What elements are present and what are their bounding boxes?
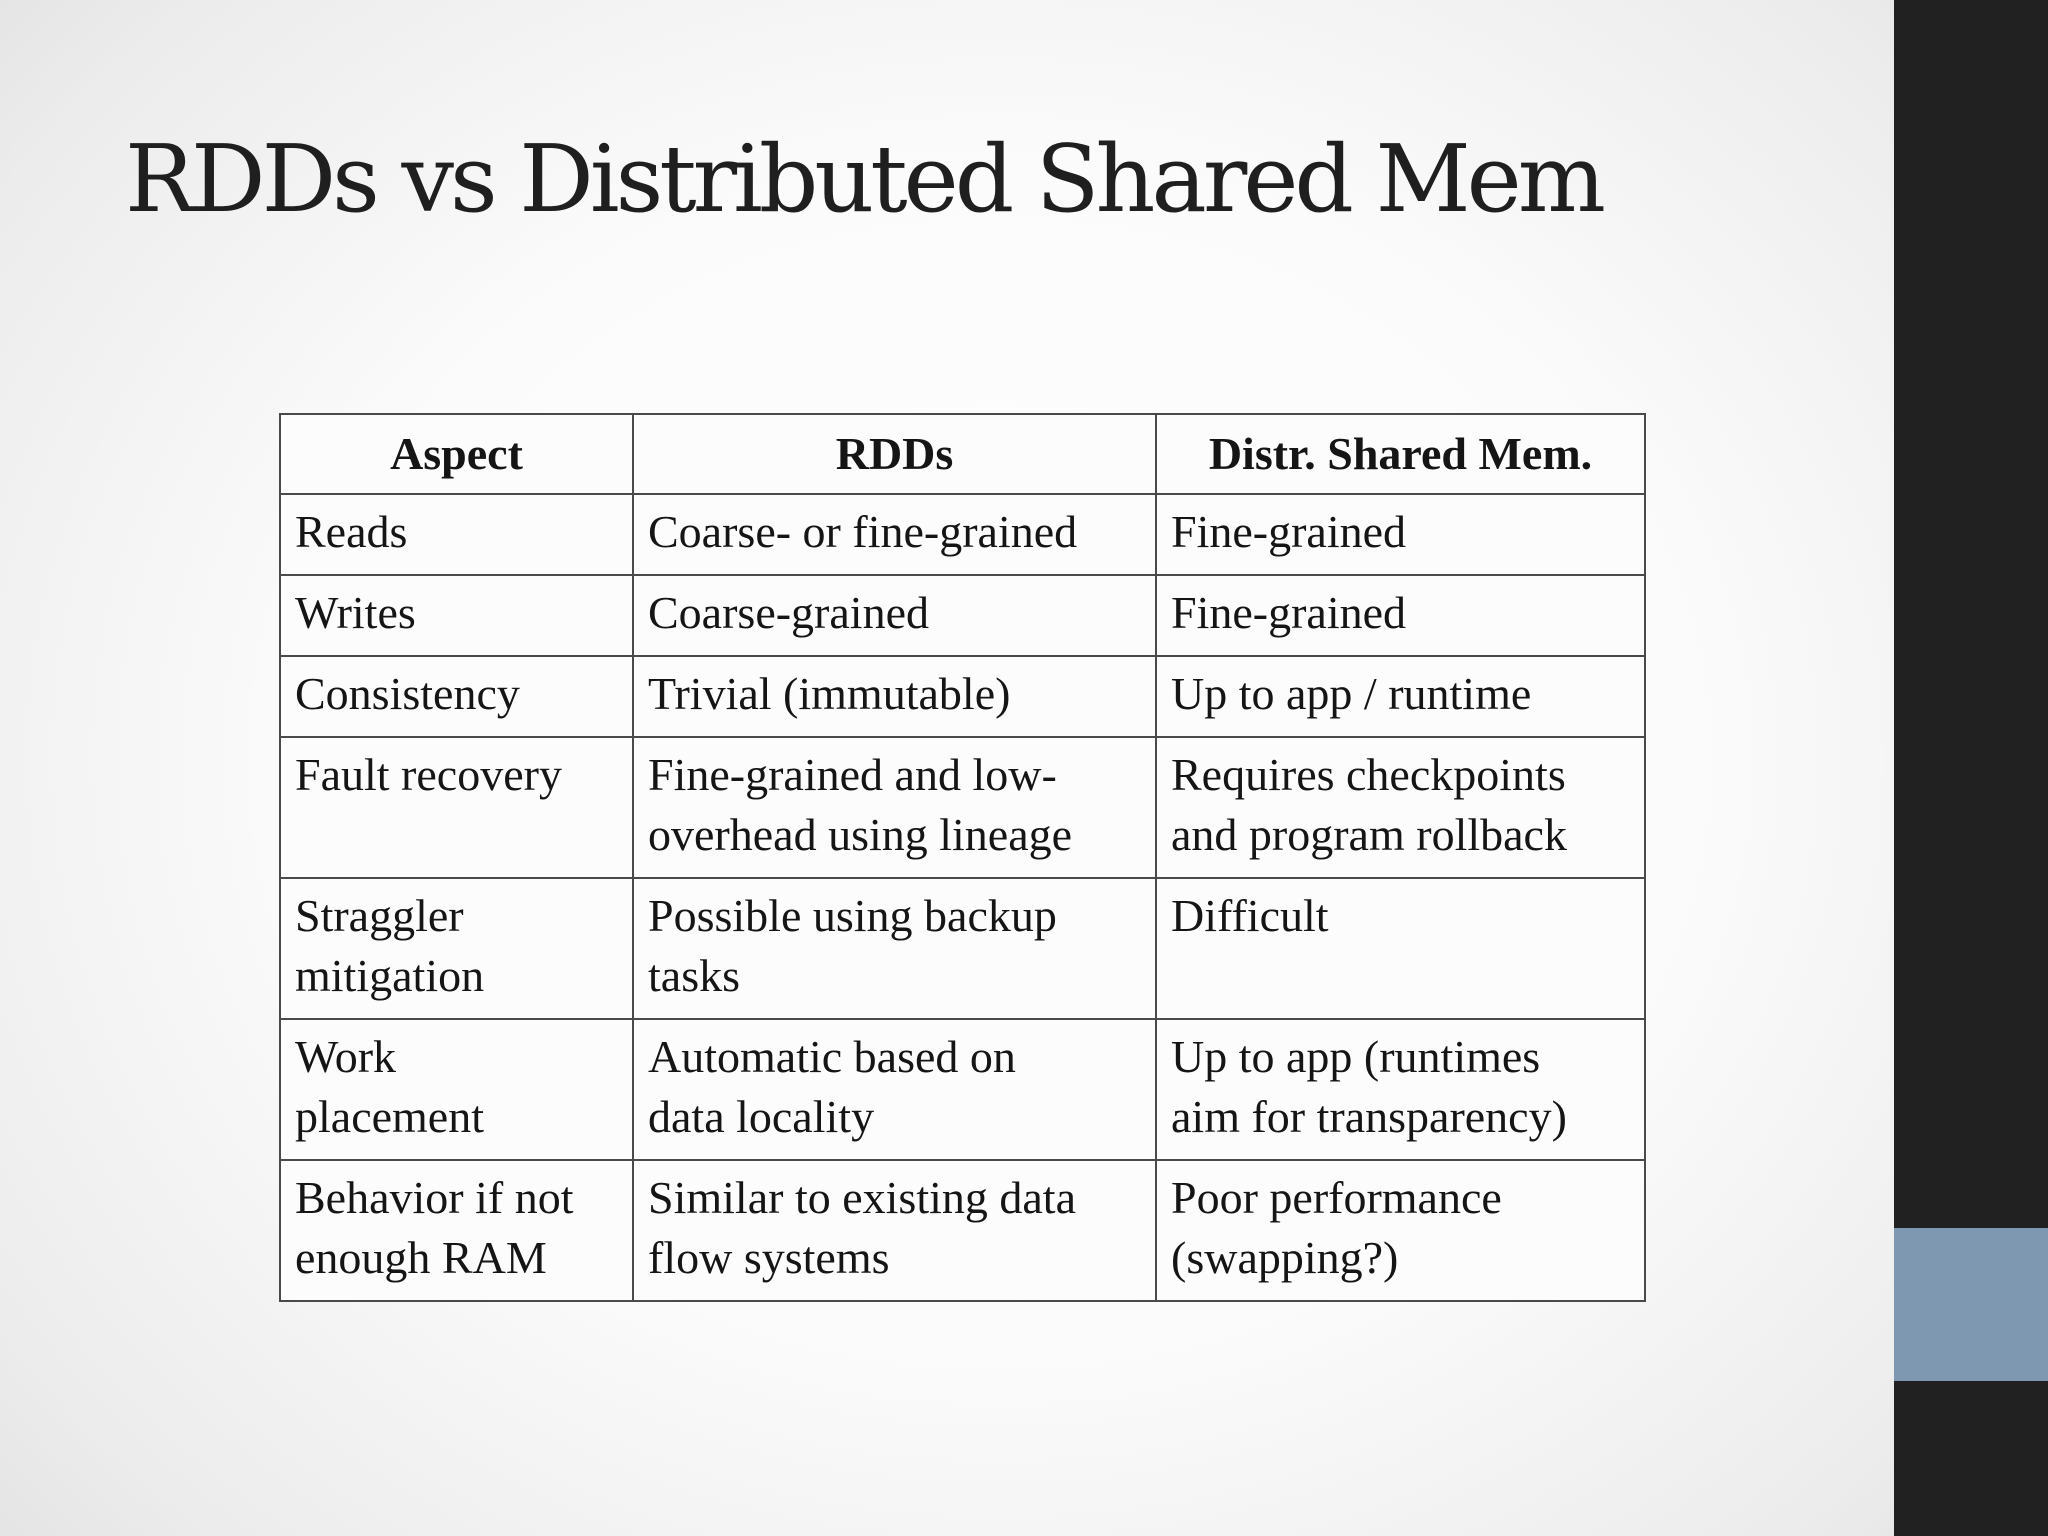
cell-text: (swapping?) (1171, 1232, 1399, 1283)
cell-text: Fine-grained and low- (648, 749, 1057, 800)
side-accent-block (1894, 1228, 2048, 1381)
cell-text: Trivial (immutable) (648, 668, 1011, 719)
slide-title: RDDs vs Distributed Shared Mem (125, 125, 1602, 233)
header-aspect: Aspect (280, 414, 633, 494)
cell-text: Straggler (295, 890, 464, 941)
cell-text: Consistency (295, 668, 520, 719)
cell-aspect (280, 737, 633, 878)
cell-rdds (633, 1160, 1156, 1301)
cell-aspect (280, 656, 633, 737)
cell-text: enough RAM (295, 1232, 547, 1283)
cell-text: Fault recovery (295, 749, 562, 800)
cell-text: Writes (295, 587, 416, 638)
cell-text: Difficult (1171, 890, 1329, 941)
cell-text: Fine-grained (1171, 587, 1407, 638)
cell-dsm (1156, 878, 1645, 1019)
cell-text: flow systems (648, 1232, 890, 1283)
table-row (280, 494, 1645, 575)
cell-text: Fine-grained (1171, 506, 1407, 557)
cell-text: Possible using backup (648, 890, 1057, 941)
cell-text: aim for transparency) (1171, 1091, 1567, 1142)
cell-rdds (633, 878, 1156, 1019)
cell-text: Poor performance (1171, 1172, 1502, 1223)
cell-rdds (633, 656, 1156, 737)
cell-aspect (280, 1019, 633, 1160)
cell-text: mitigation (295, 950, 485, 1001)
cell-text: Behavior if not (295, 1172, 574, 1223)
cell-text: overhead using lineage (648, 809, 1073, 860)
cell-text: Coarse- or fine-grained (648, 506, 1078, 557)
cell-text: tasks (648, 950, 740, 1001)
cell-dsm (1156, 494, 1645, 575)
table-row (280, 878, 1645, 1019)
cell-text: Reads (295, 506, 408, 557)
cell-dsm (1156, 656, 1645, 737)
cell-text: Similar to existing data (648, 1172, 1076, 1223)
cell-text: Up to app (runtimes (1171, 1031, 1541, 1082)
table-header-row (280, 414, 1645, 494)
table-row (280, 1160, 1645, 1301)
cell-text: Automatic based on (648, 1031, 1016, 1082)
cell-dsm (1156, 575, 1645, 656)
cell-text: Requires checkpoints (1171, 749, 1566, 800)
comparison-table (279, 413, 1646, 1302)
header-rdds: RDDs (633, 414, 1156, 494)
cell-rdds (633, 1019, 1156, 1160)
cell-text: placement (295, 1091, 485, 1142)
cell-dsm (1156, 1019, 1645, 1160)
cell-rdds (633, 494, 1156, 575)
cell-dsm (1156, 1160, 1645, 1301)
cell-rdds (633, 737, 1156, 878)
cell-text: Work (295, 1031, 397, 1082)
cell-rdds (633, 575, 1156, 656)
cell-dsm (1156, 737, 1645, 878)
cell-text: Up to app / runtime (1171, 668, 1532, 719)
table-row (280, 737, 1645, 878)
cell-aspect (280, 878, 633, 1019)
table-row (280, 1019, 1645, 1160)
cell-aspect (280, 494, 633, 575)
cell-text: data locality (648, 1091, 875, 1142)
table-row (280, 575, 1645, 656)
cell-aspect (280, 575, 633, 656)
header-dsm: Distr. Shared Mem. (1156, 414, 1645, 494)
cell-text: and program rollback (1171, 809, 1567, 860)
cell-aspect (280, 1160, 633, 1301)
cell-text: Coarse-grained (648, 587, 929, 638)
table-row (280, 656, 1645, 737)
